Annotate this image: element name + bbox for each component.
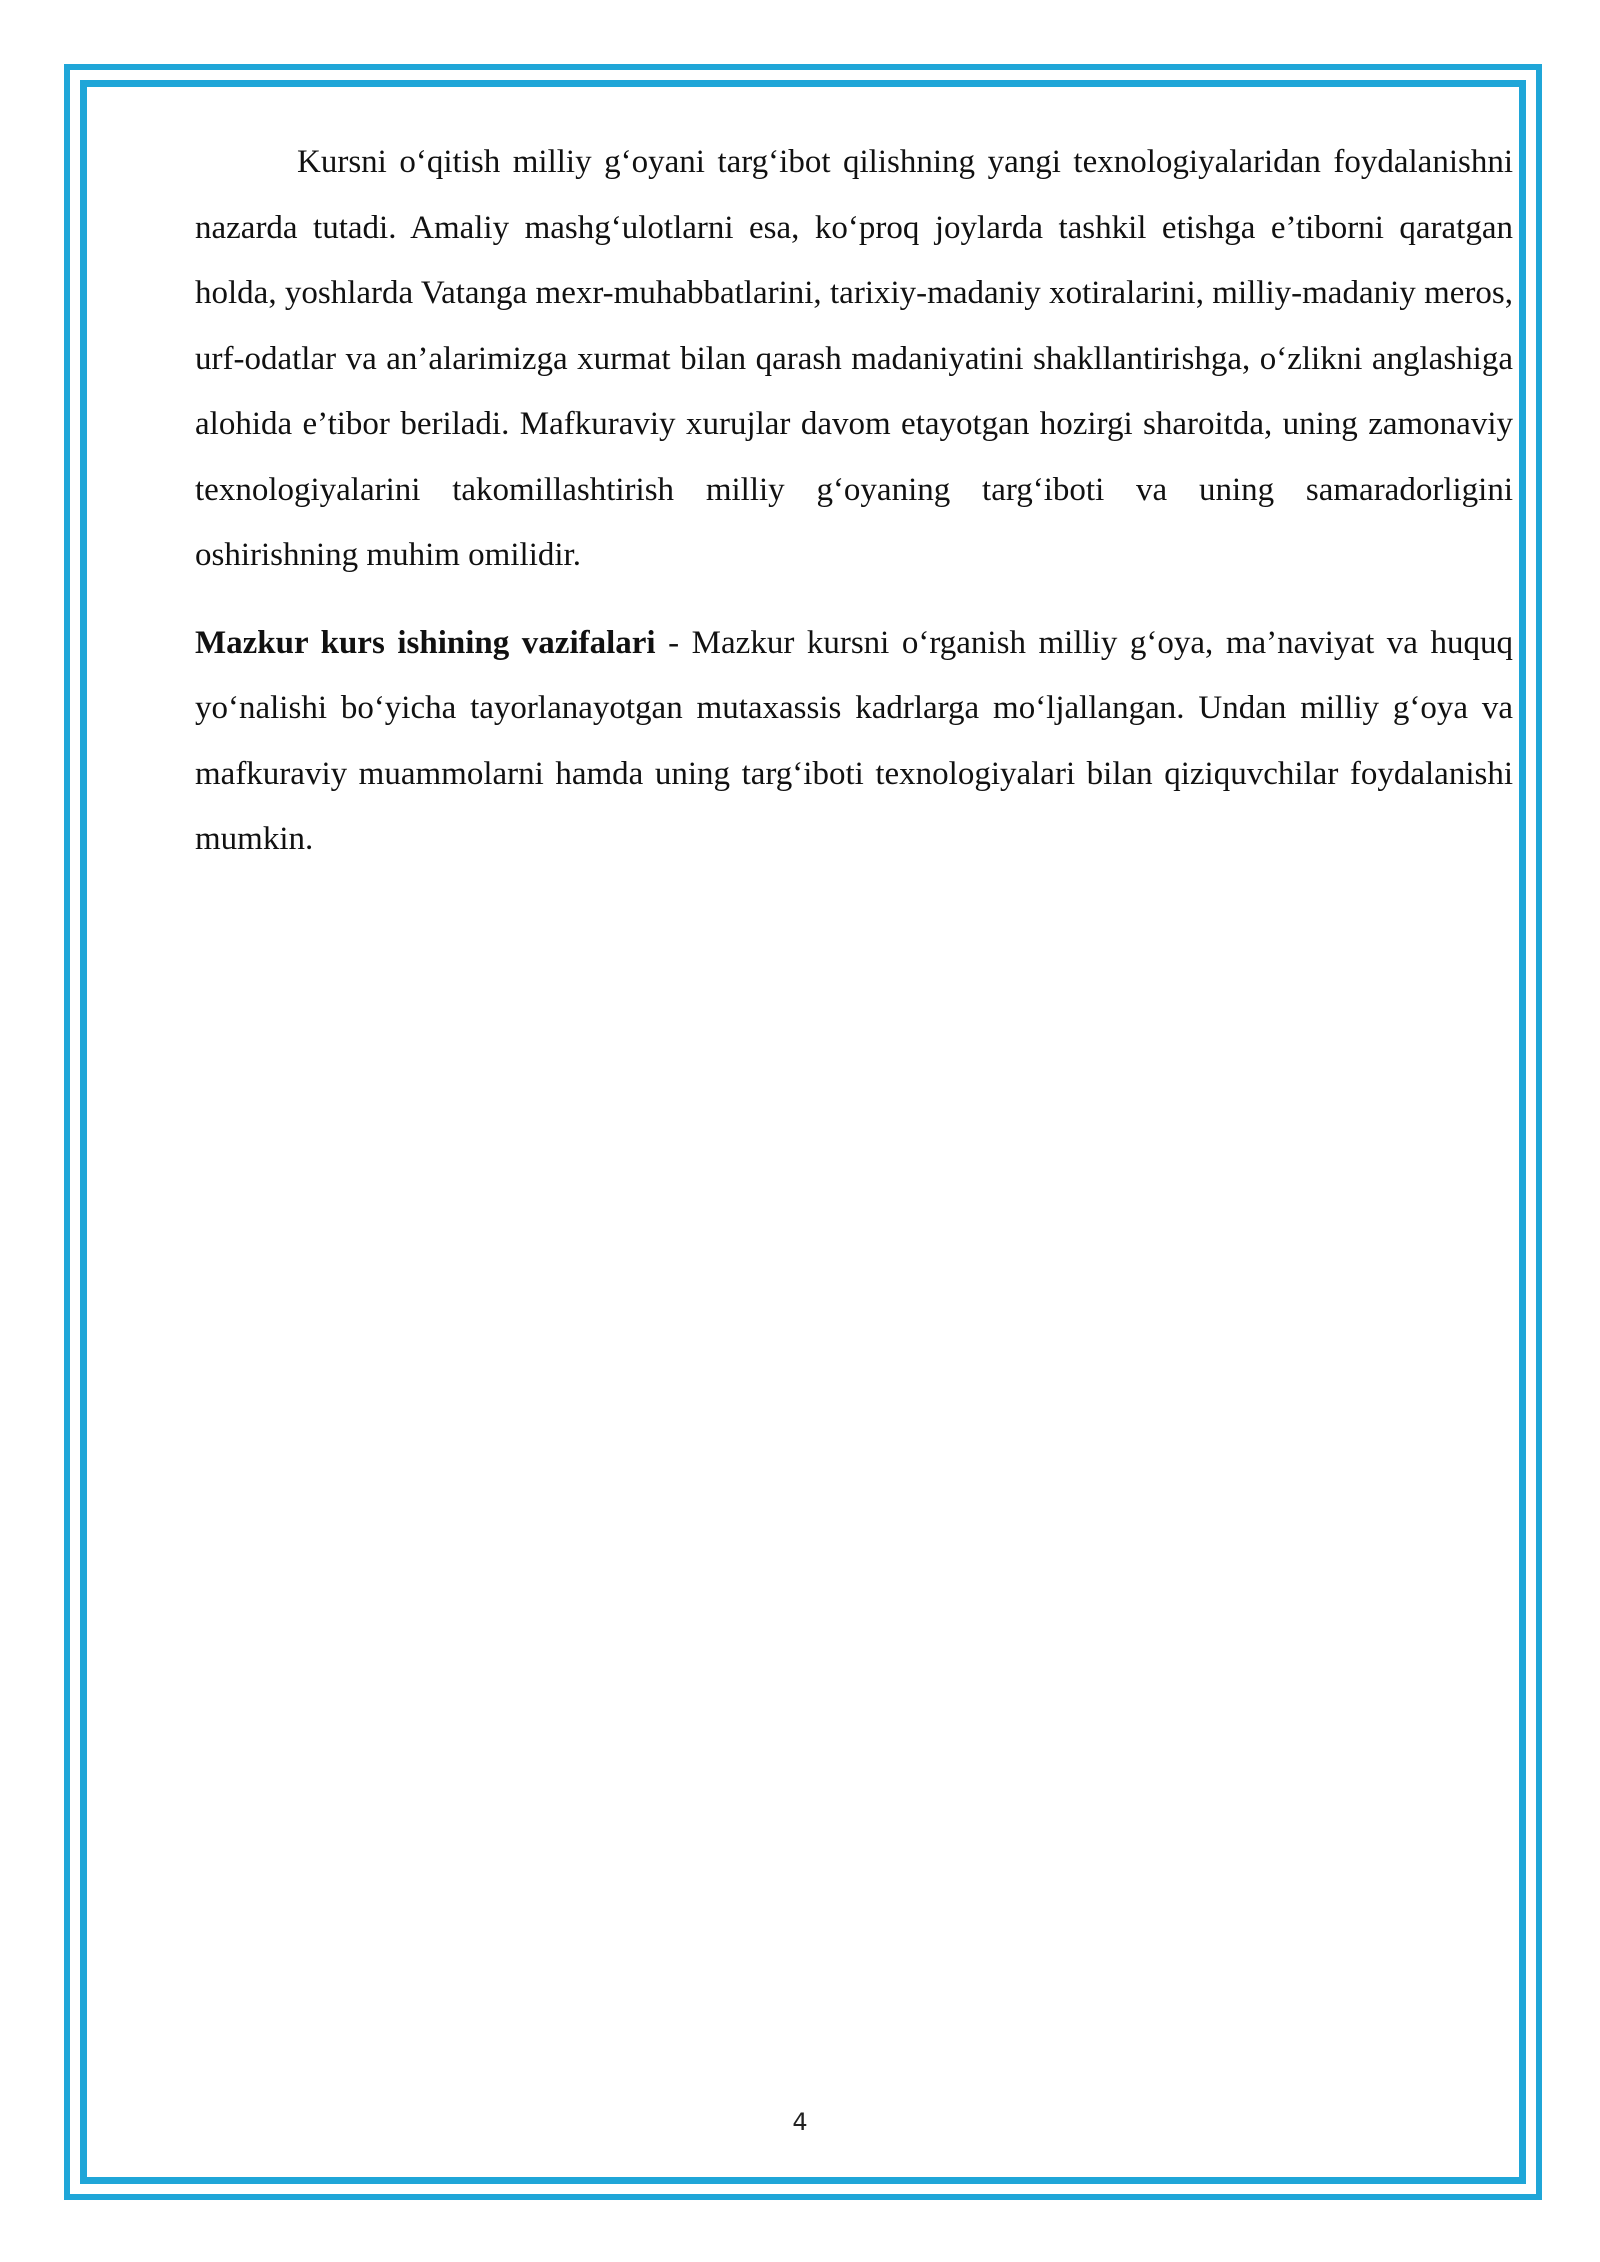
paragraph-tasks-heading: Mazkur kurs ishining vazifalari <box>195 624 656 661</box>
paragraph-tasks-body: - Mazkur kursni o‘rganish milliy g‘oya, ma’naviyat va huquq yo‘nalishi bo‘yicha tayorlanayotgan mutaxassis kadrlarga mo‘ljallangan. Undan milliy g‘oya va mafkuraviy muammolarni hamda uning targ‘iboti texnologiyalari bilan qiziquvchilar foydalanishi mumkin. <box>195 624 1513 857</box>
paragraph-course-teaching: Kursni o‘qitish milliy g‘oyani targ‘ibot qilishning yangi texnologiyalaridan foydalanishni nazarda tutadi. Amaliy mashg‘ulotlarni esa, ko‘proq joylarda tashkil etishga e’tiborni qaratgan holda, yoshlarda Vatanga mexr-muhabbatlarini, tarixiy-madaniy xotiralarini, milliy-madaniy meros, urf-odatlar va an’alarimizga xurmat bilan qarash madaniyatini shakllantirishga, o‘zlikni anglashiga alohida e’tibor beriladi. Mafkuraviy xurujlar davom etayotgan hozirgi sharoitda, uning zamonaviy texnologiyalarini takomillashtirish milliy g‘oyaning targ‘iboti va uning samaradorligini oshirishning muhim omilidir. <box>195 144 1513 573</box>
paragraph-course-tasks <box>195 611 1513 873</box>
page-number: 4 <box>792 2108 808 2136</box>
document-body <box>195 130 1513 873</box>
